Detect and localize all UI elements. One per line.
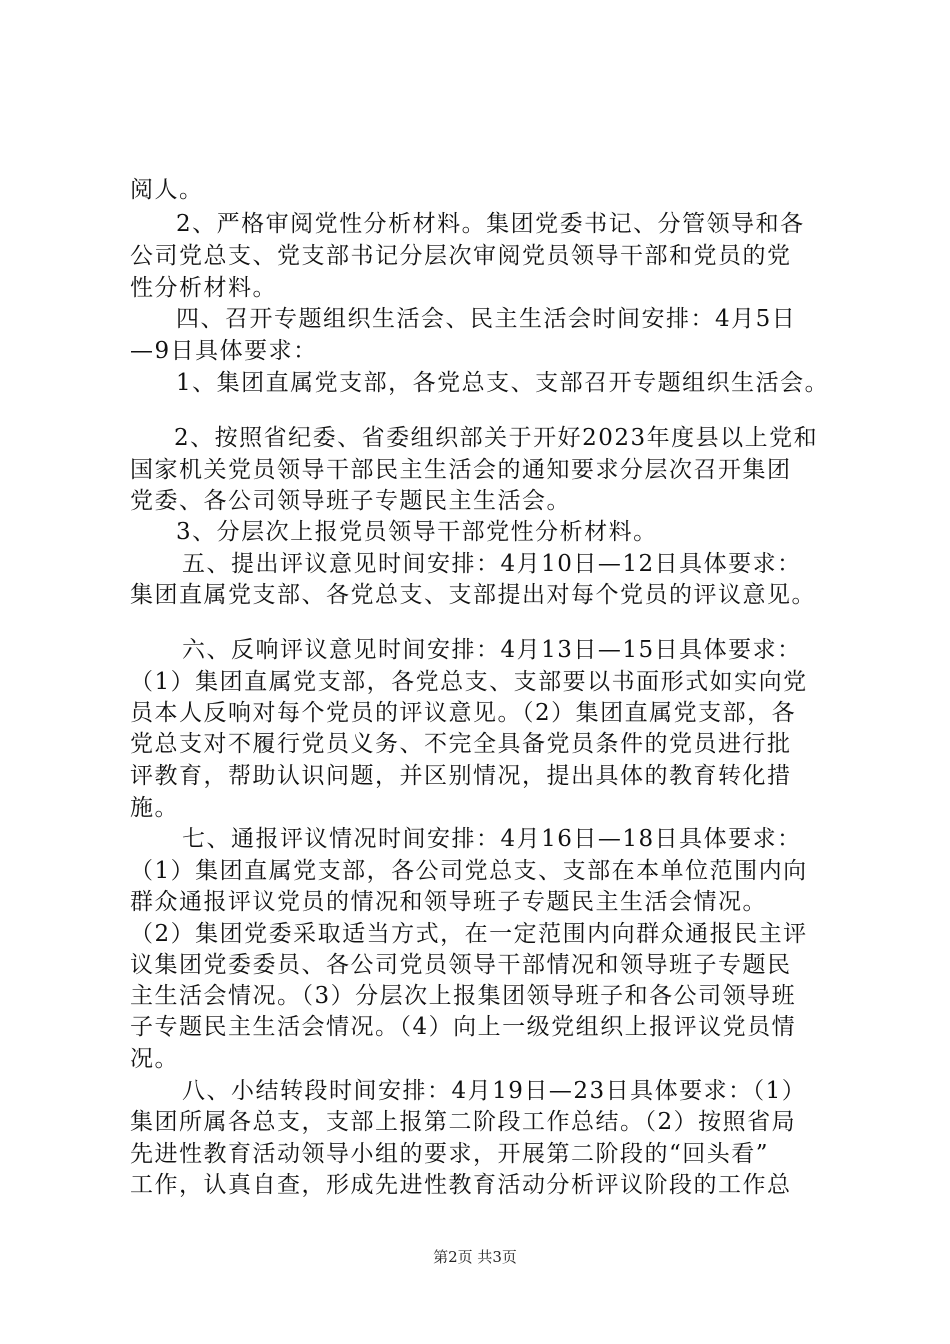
text-line: 况。 <box>130 1046 179 1072</box>
text-line: 2、按照省纪委、省委组织部关于开好2023年度县以上党和 <box>174 425 819 451</box>
text-line: 1、集团直属党支部，各党总支、支部召开专题组织生活会。 <box>176 370 830 396</box>
text-line: 阅人。 <box>130 177 204 203</box>
text-line: 子专题民主生活会情况。（4）向上一级党组织上报评议党员情 <box>130 1014 797 1040</box>
text-line: （2）集团党委采取适当方式，在一定范围内向群众通报民主评 <box>130 921 808 947</box>
text-line: 党总支对不履行党员义务、不完全具备党员条件的党员进行批 <box>130 731 792 757</box>
text-line: 公司党总支、党支部书记分层次审阅党员领导干部和党员的党 <box>130 243 792 269</box>
text-line: 主生活会情况。（3）分层次上报集团领导班子和各公司领导班 <box>130 983 797 1009</box>
text-line: 党委、各公司领导班子专题民主生活会。 <box>130 488 571 514</box>
text-line: 五、提出评议意见时间安排：4月10日—12日具体要求： <box>182 551 802 577</box>
text-line: 工作，认真自查，形成先进性教育活动分析评议阶段的工作总 <box>130 1172 792 1198</box>
text-line: 群众通报评议党员的情况和领导班子专题民主生活会情况。 <box>130 889 767 915</box>
text-line: 集团直属党支部、各党总支、支部提出对每个党员的评议意见。 <box>130 582 816 608</box>
text-line: 评教育，帮助认识问题，并区别情况，提出具体的教育转化措 <box>130 763 792 789</box>
text-line: 2、严格审阅党性分析材料。集团党委书记、分管领导和各 <box>176 211 805 237</box>
text-line: 国家机关党员领导干部民主生活会的通知要求分层次召开集团 <box>130 457 792 483</box>
text-line: （1）集团直属党支部，各公司党总支、支部在本单位范围内向 <box>130 858 808 884</box>
text-line: 八、小结转段时间安排：4月19日—23日具体要求：（1） <box>182 1078 807 1104</box>
page-number: 第2页 共3页 <box>433 1248 517 1266</box>
text-line: 集团所属各总支，支部上报第二阶段工作总结。（2）按照省局 <box>130 1109 797 1135</box>
text-line: 七、通报评议情况时间安排：4月16日—18日具体要求： <box>182 826 802 852</box>
text-line: 性分析材料。 <box>130 275 277 301</box>
text-line: 先进性教育活动领导小组的要求，开展第二阶段的“回头看” <box>130 1141 770 1167</box>
text-line: 3、分层次上报党员领导干部党性分析材料。 <box>176 519 658 545</box>
text-line: 六、反响评议意见时间安排：4月13日—15日具体要求： <box>182 637 802 663</box>
text-line: —9日具体要求： <box>130 338 318 364</box>
text-line: 员本人反响对每个党员的评议意见。（2）集团直属党支部，各 <box>130 700 797 726</box>
text-line: （1）集团直属党支部，各党总支、支部要以书面形式如实向党 <box>130 669 808 695</box>
text-line: 议集团党委委员、各公司党员领导干部情况和领导班子专题民 <box>130 952 792 978</box>
text-line: 施。 <box>130 795 179 821</box>
text-line: 四、召开专题组织生活会、民主生活会时间安排：4月5日 <box>176 306 797 332</box>
